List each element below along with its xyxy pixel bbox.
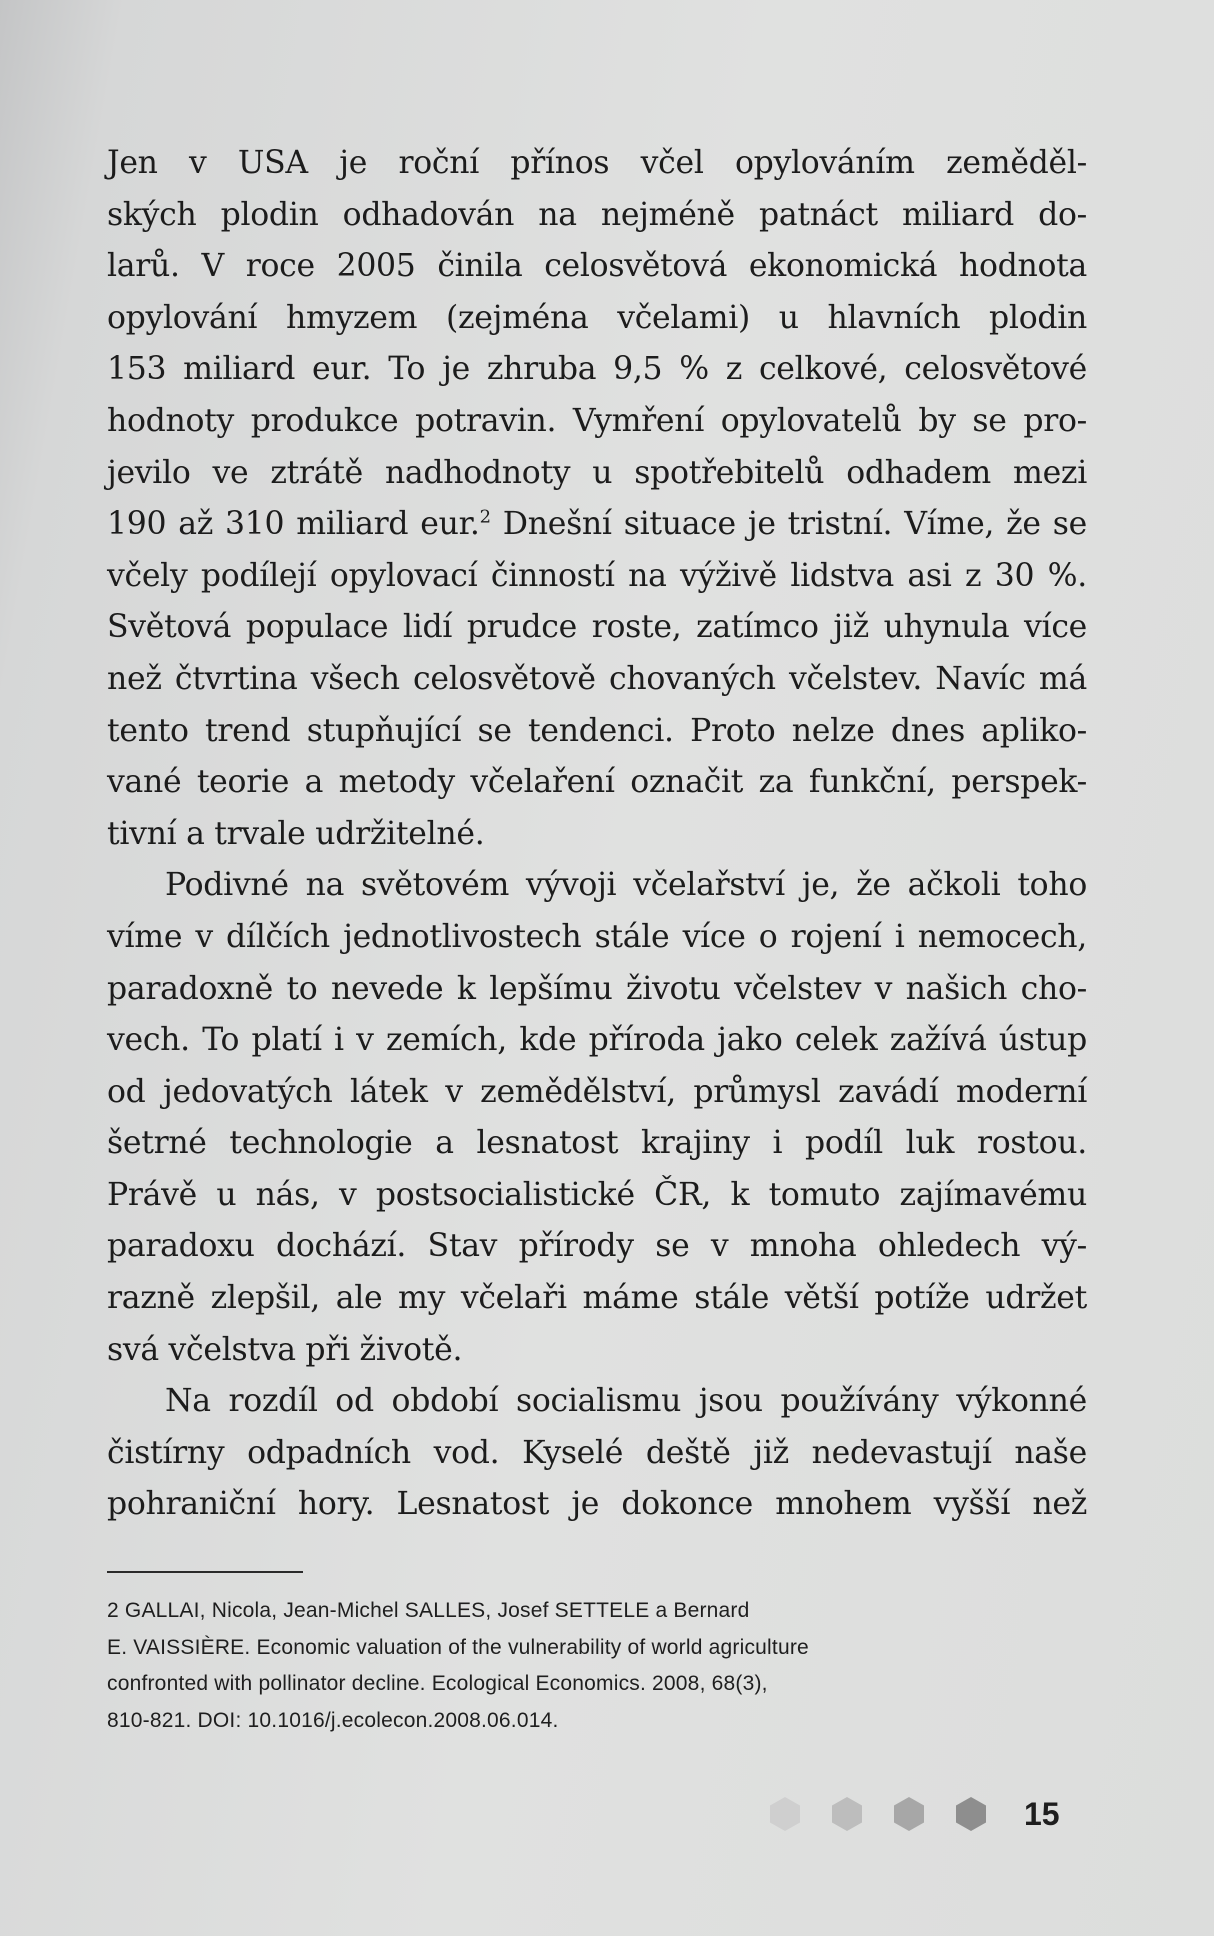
footnote-line: confronted with pollinator decline. Ecological Economics. 2008, 68(3), bbox=[107, 1672, 768, 1695]
text-line: paradoxně to nevede k lepšímu životu včelstev v našich cho- bbox=[107, 970, 1087, 1007]
text-line: vech. To platí i v zemích, kde příroda jako celek zažívá ústup bbox=[107, 1022, 1087, 1059]
text-line: od jedovatých látek v zemědělství, průmysl zavádí moderní bbox=[107, 1073, 1087, 1110]
text-line: tento trend stupňující se tendenci. Proto nelze dnes apliko- bbox=[107, 712, 1087, 749]
text-line: čistírny odpadních vod. Kyselé deště již nedevastují naše bbox=[107, 1434, 1087, 1471]
text-fragment: 190 až 310 miliard eur. bbox=[107, 506, 480, 543]
text-line: hodnoty produkce potravin. Vymření opylovatelů by se pro- bbox=[107, 402, 1087, 439]
text-line: ských plodin odhadován na nejméně patnáct miliard do- bbox=[107, 196, 1087, 233]
text-line: tivní a trvale udržitelné. bbox=[107, 815, 485, 852]
text-line: pohraniční hory. Lesnatost je dokonce mnohem vyšší než bbox=[107, 1486, 1087, 1523]
text-line: vané teorie a metody včelaření označit za funkční, perspek- bbox=[107, 764, 1087, 801]
body-text bbox=[107, 138, 1087, 1531]
paragraph-1 bbox=[107, 138, 1087, 860]
footnote-reference[interactable]: 2 bbox=[479, 506, 491, 528]
hexagon-icon bbox=[832, 1797, 862, 1831]
text-line: Podivné na světovém vývoji včelařství je, že ačkoli toho bbox=[165, 867, 1087, 904]
hexagon-icon bbox=[956, 1797, 986, 1831]
hexagon-icon bbox=[770, 1797, 800, 1831]
text-line-with-footnote bbox=[107, 499, 1087, 551]
footnote bbox=[107, 1593, 1007, 1739]
text-line: svá včelstva při životě. bbox=[107, 1331, 463, 1368]
footnote-line: E. VAISSIÈRE. Economic valuation of the vulnerability of world agriculture bbox=[107, 1635, 809, 1659]
page-number: 15 bbox=[1024, 1795, 1060, 1832]
text-line: Světová populace lidí prudce roste, zatímco již uhynula více bbox=[107, 609, 1087, 646]
text-line: 153 miliard eur. To je zhruba 9,5 % z celkové, celosvětové bbox=[107, 351, 1087, 388]
text-line: paradoxu dochází. Stav přírody se v mnoha ohledech vý- bbox=[107, 1228, 1087, 1265]
text-line: opylování hmyzem (zejména včelami) u hlavních plodin bbox=[107, 299, 1087, 336]
text-line: šetrné technologie a lesnatost krajiny i podíl luk rostou. bbox=[107, 1125, 1087, 1162]
text-line: včely podílejí opylovací činností na výživě lidstva asi z 30 %. bbox=[107, 557, 1087, 594]
footnote-line: 810-821. DOI: 10.1016/j.ecolecon.2008.06.014. bbox=[107, 1708, 559, 1732]
paragraph-2 bbox=[107, 860, 1087, 1376]
text-line: Na rozdíl od období socialismu jsou používány výkonné bbox=[165, 1383, 1087, 1420]
page-footer bbox=[770, 1789, 1060, 1839]
text-line: než čtvrtina všech celosvětově chovaných včelstev. Navíc má bbox=[107, 660, 1087, 697]
paragraph-3 bbox=[107, 1376, 1087, 1531]
hexagon-icon bbox=[894, 1797, 924, 1831]
text-fragment: Dnešní situace je tristní. Víme, že se bbox=[502, 506, 1087, 543]
text-line: larů. V roce 2005 činila celosvětová ekonomická hodnota bbox=[107, 248, 1087, 285]
footnote-line: 2 GALLAI, Nicola, Jean-Michel SALLES, Josef SETTELE a Bernard bbox=[107, 1599, 750, 1622]
text-line: Jen v USA je roční přínos včel opylováním zeměděl- bbox=[107, 145, 1087, 181]
text-line: Právě u nás, v postsocialistické ČR, k tomuto zajímavému bbox=[107, 1176, 1087, 1213]
text-line: víme v dílčích jednotlivostech stále více o rojení i nemocech, bbox=[107, 918, 1087, 955]
text-line: razně zlepšil, ale my včelaři máme stále větší potíže udržet bbox=[107, 1280, 1087, 1317]
footnote-separator bbox=[107, 1571, 303, 1573]
text-line: jevilo ve ztrátě nadhodnoty u spotřebitelů odhadem mezi bbox=[107, 454, 1087, 491]
